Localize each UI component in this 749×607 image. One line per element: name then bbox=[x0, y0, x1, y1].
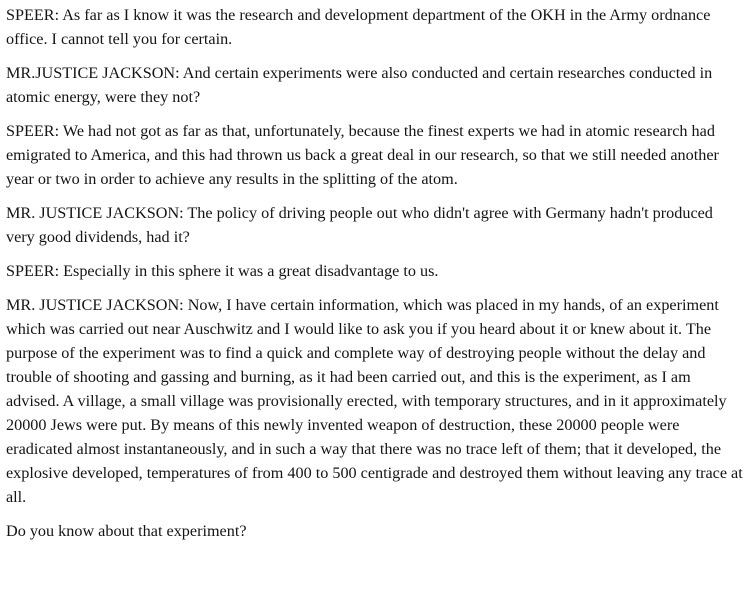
transcript-paragraph bbox=[6, 259, 743, 283]
paragraph-text: As far as I know it was the research and development department of the OKH in the Army ordnance office. I cannot tell you for certain. bbox=[6, 6, 711, 48]
speaker-label: SPEER: bbox=[6, 6, 60, 24]
paragraph-text: The policy of driving people out who didn't agree with Germany hadn't produced very good dividends, had it? bbox=[6, 204, 713, 246]
transcript-paragraph bbox=[6, 519, 743, 543]
transcript-paragraph bbox=[6, 293, 743, 509]
transcript-paragraph bbox=[6, 119, 743, 191]
transcript-paragraph bbox=[6, 61, 743, 109]
speaker-label: SPEER: bbox=[6, 122, 60, 140]
paragraph-text: We had not got as far as that, unfortunately, because the finest experts we had in atomic research had emigrated to America, and this had thrown us back a great deal in our research, so that we still needed another year or two in order to achieve any results in the splitting of the atom. bbox=[6, 122, 719, 188]
speaker-label: SPEER: bbox=[6, 262, 60, 280]
speaker-label: MR.JUSTICE JACKSON: bbox=[6, 64, 180, 82]
paragraph-text: And certain experiments were also conducted and certain researches conducted in atomic energy, were they not? bbox=[6, 64, 713, 106]
transcript-paragraph bbox=[6, 201, 743, 249]
paragraph-text: Now, I have certain information, which was placed in my hands, of an experiment which was carried out near Auschwitz and I would like to ask you if you heard about it or knew about it. The purpose of the experiment was to find a quick and complete way of destroying people without the delay and trouble of shooting and gassing and burning, as it had been carried out, and this is the experiment, as I am advised. A village, a small village was provisionally erected, with temporary structures, and in it approximately 20000 Jews were put. By means of this newly invented weapon of destruction, these 20000 people were eradicated almost instantaneously, and in such a way that there was no trace left of them; that it developed, the explosive developed, temperatures of from 400 to 500 centigrade and destroyed them without leaving any trace at all. bbox=[6, 296, 743, 506]
speaker-label: MR. JUSTICE JACKSON: bbox=[6, 296, 184, 314]
transcript-paragraph bbox=[6, 3, 743, 51]
speaker-label: MR. JUSTICE JACKSON: bbox=[6, 204, 184, 222]
paragraph-text: Especially in this sphere it was a great disadvantage to us. bbox=[59, 262, 439, 280]
paragraph-text: Do you know about that experiment? bbox=[6, 522, 247, 540]
